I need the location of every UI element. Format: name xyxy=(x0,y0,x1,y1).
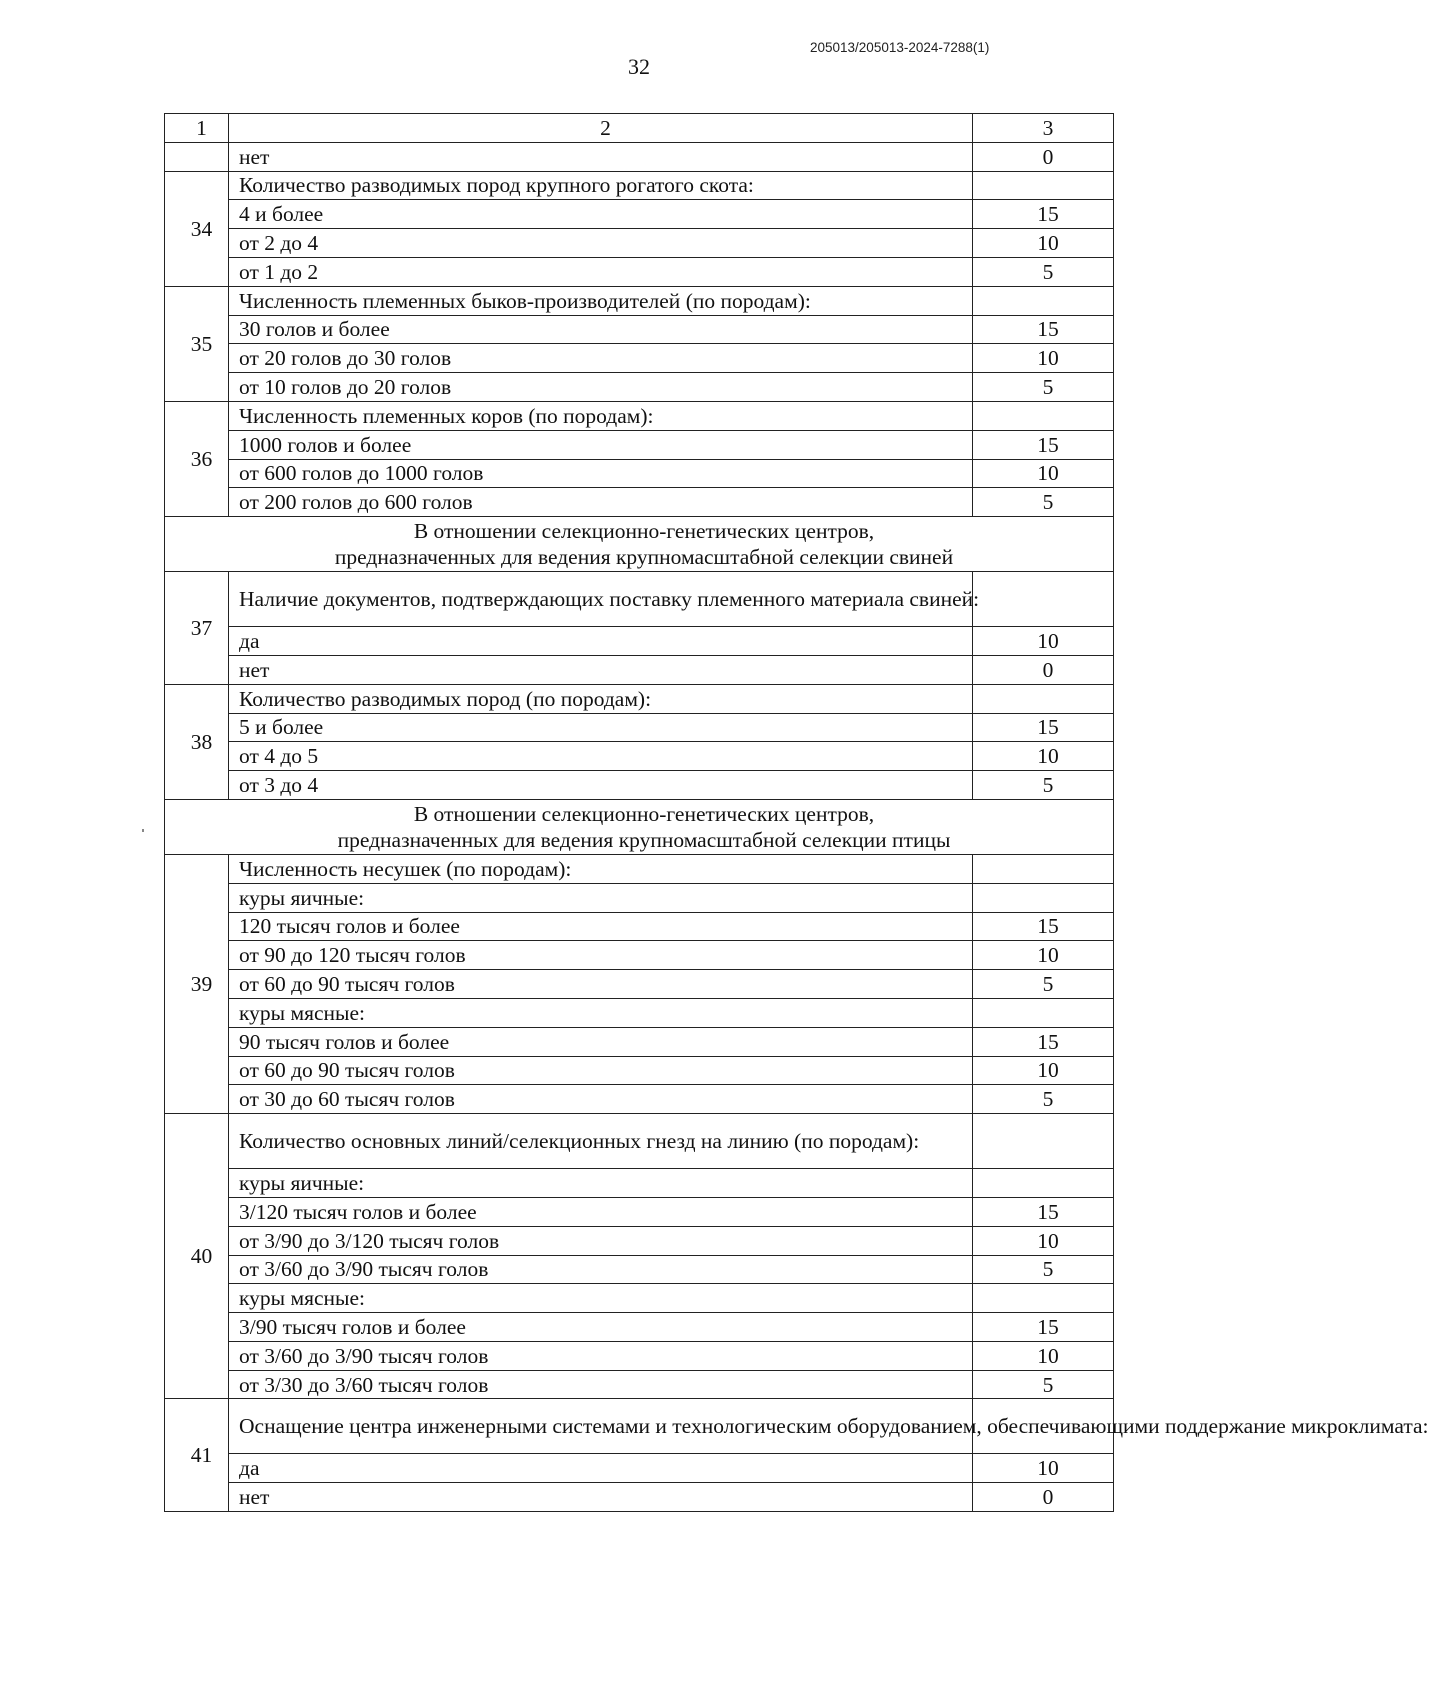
criterion-text: от 90 до 120 тысяч голов xyxy=(229,941,973,970)
table-row xyxy=(165,286,1114,315)
criterion-text: Оснащение центра инженерными системами и технологическим оборудованием, обеспечивающими поддержание микроклимата: xyxy=(229,1399,973,1454)
section-header-row xyxy=(165,517,1114,572)
item-number: 37 xyxy=(165,572,229,685)
criterion-text: Численность племенных быков-производителей (по породам): xyxy=(229,286,973,315)
criterion-text: 30 голов и более xyxy=(229,315,973,344)
score-value: 5 xyxy=(973,1255,1114,1284)
criterion-text: от 3/30 до 3/60 тысяч голов xyxy=(229,1370,973,1399)
section-header-line: В отношении селекционно-генетических центров, xyxy=(413,519,875,544)
score-value xyxy=(973,1284,1114,1313)
scan-mark xyxy=(142,829,144,832)
criterion-text: от 30 до 60 тысяч голов xyxy=(229,1085,973,1114)
criterion-text: 3/90 тысяч голов и более xyxy=(229,1313,973,1342)
score-value: 15 xyxy=(973,912,1114,941)
table-row xyxy=(165,1027,1114,1056)
criterion-text: Численность несушек (по породам): xyxy=(229,854,973,883)
table-row xyxy=(165,1454,1114,1483)
table-row xyxy=(165,713,1114,742)
criterion-text: нет xyxy=(229,142,973,171)
criterion-text: от 2 до 4 xyxy=(229,229,973,258)
score-value: 10 xyxy=(973,1056,1114,1085)
table-row xyxy=(165,998,1114,1027)
criterion-text: нет xyxy=(229,655,973,684)
criterion-text: да xyxy=(229,1454,973,1483)
section-header-line: предназначенных для ведения крупномасштабной селекции птицы xyxy=(337,827,951,852)
table-row xyxy=(165,401,1114,430)
criterion-text: Численность племенных коров (по породам): xyxy=(229,401,973,430)
score-value: 15 xyxy=(973,200,1114,229)
column-number-3: 3 xyxy=(973,114,1114,143)
score-value xyxy=(973,401,1114,430)
table-row xyxy=(165,344,1114,373)
table-row xyxy=(165,171,1114,200)
section-header xyxy=(165,517,1114,572)
section-header-row xyxy=(165,799,1114,854)
score-value xyxy=(973,1169,1114,1198)
criterion-text: от 3 до 4 xyxy=(229,771,973,800)
table-row xyxy=(165,1284,1114,1313)
table-row xyxy=(165,430,1114,459)
item-number: 35 xyxy=(165,286,229,401)
criterion-text: 3/120 тысяч голов и более xyxy=(229,1197,973,1226)
table-row xyxy=(165,742,1114,771)
item-number xyxy=(165,142,229,171)
score-value: 0 xyxy=(973,142,1114,171)
score-value: 10 xyxy=(973,229,1114,258)
score-value: 15 xyxy=(973,430,1114,459)
criterion-text: от 20 голов до 30 голов xyxy=(229,344,973,373)
score-value xyxy=(973,572,1114,627)
table-row xyxy=(165,1255,1114,1284)
table-row xyxy=(165,1114,1114,1169)
table-row xyxy=(165,627,1114,656)
criterion-text: от 60 до 90 тысяч голов xyxy=(229,1056,973,1085)
score-value xyxy=(973,286,1114,315)
table-row xyxy=(165,1313,1114,1342)
criterion-text: 90 тысяч голов и более xyxy=(229,1027,973,1056)
criterion-text: от 1 до 2 xyxy=(229,257,973,286)
item-number: 39 xyxy=(165,854,229,1113)
score-value: 10 xyxy=(973,459,1114,488)
column-number-1: 1 xyxy=(165,114,229,143)
table-row xyxy=(165,459,1114,488)
score-value: 5 xyxy=(973,970,1114,999)
score-value: 5 xyxy=(973,771,1114,800)
criteria-table-body xyxy=(165,114,1429,1512)
score-value: 10 xyxy=(973,1226,1114,1255)
table-row xyxy=(165,771,1114,800)
score-value: 15 xyxy=(973,1027,1114,1056)
score-value: 5 xyxy=(973,257,1114,286)
score-value: 10 xyxy=(973,1341,1114,1370)
score-value: 10 xyxy=(973,1454,1114,1483)
score-value: 10 xyxy=(973,941,1114,970)
table-row xyxy=(165,142,1114,171)
table-row xyxy=(165,941,1114,970)
document-id: 205013/205013-2024-7288(1) xyxy=(810,40,990,55)
column-number-2: 2 xyxy=(229,114,973,143)
score-value: 5 xyxy=(973,1370,1114,1399)
criterion-text: от 3/60 до 3/90 тысяч голов xyxy=(229,1255,973,1284)
table-row xyxy=(165,1169,1114,1198)
table-row xyxy=(165,572,1114,627)
score-value: 5 xyxy=(973,488,1114,517)
table-row xyxy=(165,1399,1114,1454)
score-value: 15 xyxy=(973,713,1114,742)
score-value: 15 xyxy=(973,1313,1114,1342)
criterion-text: от 3/60 до 3/90 тысяч голов xyxy=(229,1341,973,1370)
item-number: 40 xyxy=(165,1114,229,1399)
criterion-text: Количество основных линий/селекционных гнезд на линию (по породам): xyxy=(229,1114,973,1169)
item-number: 38 xyxy=(165,684,229,799)
score-value: 10 xyxy=(973,742,1114,771)
criterion-text: куры мясные: xyxy=(229,998,973,1027)
table-row xyxy=(165,912,1114,941)
score-value xyxy=(973,1114,1114,1169)
criterion-text: от 60 до 90 тысяч голов xyxy=(229,970,973,999)
table-row xyxy=(165,257,1114,286)
table-row xyxy=(165,1085,1114,1114)
criterion-text: Количество разводимых пород крупного рогатого скота: xyxy=(229,171,973,200)
table-row xyxy=(165,1341,1114,1370)
section-header xyxy=(165,799,1114,854)
criterion-text: нет xyxy=(229,1483,973,1512)
score-value xyxy=(973,684,1114,713)
score-value: 5 xyxy=(973,373,1114,402)
table-row xyxy=(165,229,1114,258)
criterion-text: Количество разводимых пород (по породам): xyxy=(229,684,973,713)
table-row xyxy=(165,315,1114,344)
table-row xyxy=(165,488,1114,517)
score-value xyxy=(973,171,1114,200)
criteria-table xyxy=(164,113,1429,1512)
table-row xyxy=(165,883,1114,912)
table-row xyxy=(165,1226,1114,1255)
section-header-line: В отношении селекционно-генетических центров, xyxy=(413,801,875,826)
score-value: 0 xyxy=(973,1483,1114,1512)
criterion-text: 120 тысяч голов и более xyxy=(229,912,973,941)
criterion-text: от 3/90 до 3/120 тысяч голов xyxy=(229,1226,973,1255)
page-number: 32 xyxy=(628,54,650,79)
criterion-text: да xyxy=(229,627,973,656)
table-row xyxy=(165,1197,1114,1226)
score-value: 10 xyxy=(973,344,1114,373)
item-number: 41 xyxy=(165,1399,229,1512)
criterion-text: от 10 голов до 20 голов xyxy=(229,373,973,402)
criterion-text: 1000 голов и более xyxy=(229,430,973,459)
score-value: 10 xyxy=(973,627,1114,656)
score-value: 15 xyxy=(973,1197,1114,1226)
criterion-text: 4 и более xyxy=(229,200,973,229)
score-value xyxy=(973,998,1114,1027)
score-value: 15 xyxy=(973,315,1114,344)
item-number: 36 xyxy=(165,401,229,516)
section-header-line: предназначенных для ведения крупномасштабной селекции свиней xyxy=(334,545,954,570)
criterion-text: куры мясные: xyxy=(229,1284,973,1313)
criterion-text: от 4 до 5 xyxy=(229,742,973,771)
criterion-text: куры яичные: xyxy=(229,883,973,912)
table-row xyxy=(165,1370,1114,1399)
table-row xyxy=(165,684,1114,713)
score-value xyxy=(973,854,1114,883)
criterion-text: куры яичные: xyxy=(229,1169,973,1198)
item-number: 34 xyxy=(165,171,229,286)
criterion-text: 5 и более xyxy=(229,713,973,742)
score-value: 0 xyxy=(973,655,1114,684)
score-value: 5 xyxy=(973,1085,1114,1114)
column-number-row xyxy=(165,114,1114,143)
score-value xyxy=(973,883,1114,912)
table-row xyxy=(165,970,1114,999)
table-row xyxy=(165,854,1114,883)
table-row xyxy=(165,655,1114,684)
table-row xyxy=(165,200,1114,229)
criterion-text: от 600 голов до 1000 голов xyxy=(229,459,973,488)
table-row xyxy=(165,1056,1114,1085)
criterion-text: от 200 голов до 600 голов xyxy=(229,488,973,517)
criterion-text: Наличие документов, подтверждающих поставку племенного материала свиней: xyxy=(229,572,973,627)
table-row xyxy=(165,1483,1114,1512)
table-row xyxy=(165,373,1114,402)
